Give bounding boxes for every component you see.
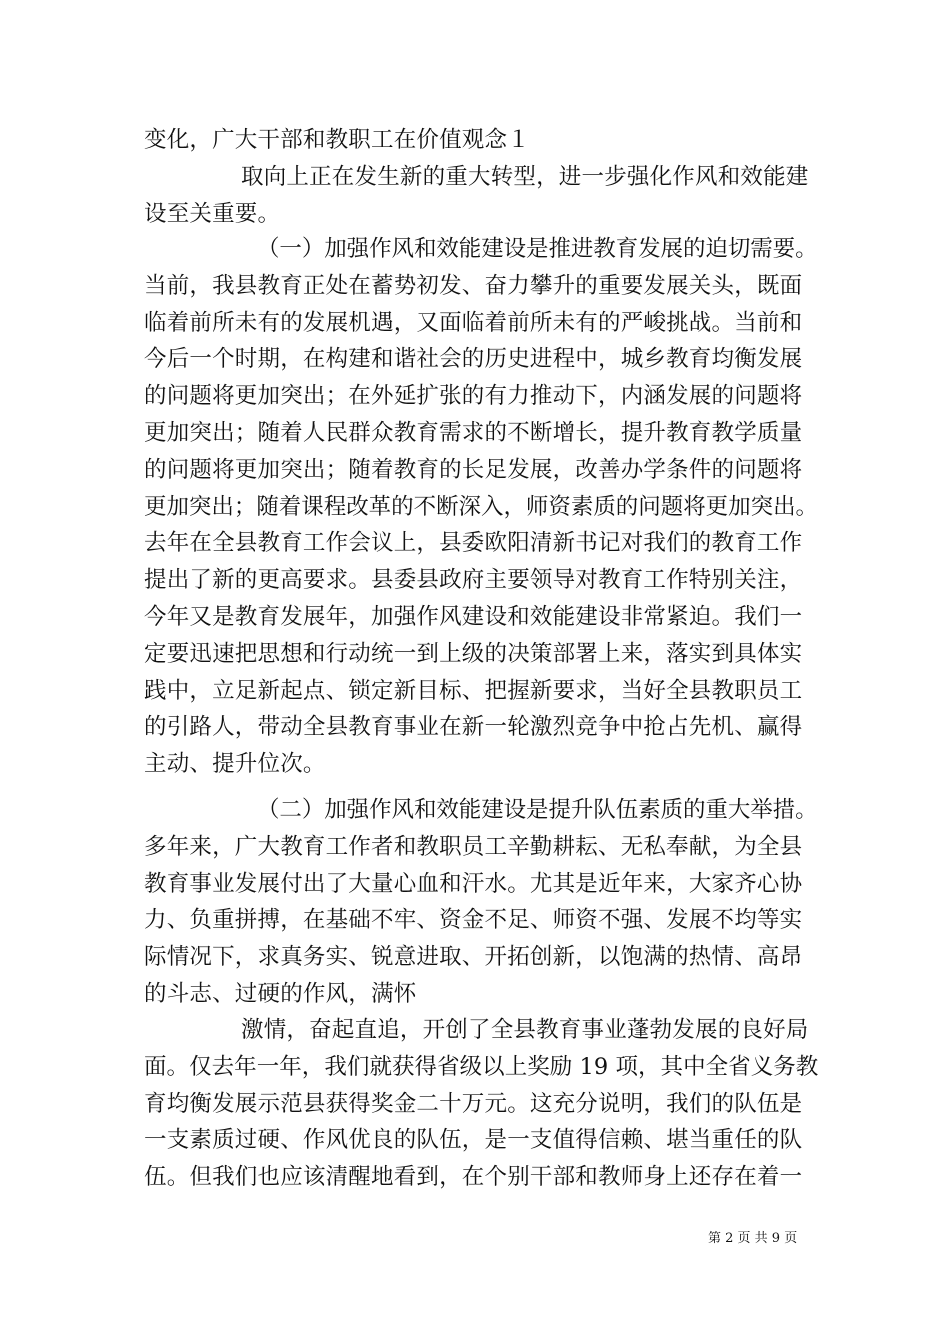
paragraph-line: 设至关重要。 xyxy=(144,200,281,227)
paragraph-line: 今年又是教育发展年，加强作风建设和效能建设非常紧迫。我们一 xyxy=(144,604,803,630)
paragraph-line: 际情况下，求真务实、锐意进取、开拓创新，以饱满的热情、高昂 xyxy=(144,944,803,971)
paragraph-line: 的引路人，带动全县教育事业在新一轮激烈竞争中抢占先机、赢得 xyxy=(144,714,803,741)
paragraph-line: 一支素质过硬、作风优良的队伍，是一支值得信赖、堪当重任的队 xyxy=(144,1127,803,1154)
paragraph-line: 的问题将更加突出；随着教育的长足发展，改善办学条件的问题将 xyxy=(144,456,803,483)
paragraph-line: 面。仅去年一年，我们就获得省级以上奖励 19 项，其中全省义务教 xyxy=(144,1053,819,1080)
paragraph-line: 育均衡发展示范县获得奖金二十万元。这充分说明，我们的队伍是 xyxy=(144,1090,803,1117)
paragraph-line: 力、负重拼搏，在基础不牢、资金不足、师资不强、发展不均等实 xyxy=(144,907,803,934)
paragraph-line: 定要迅速把思想和行动统一到上级的决策部署上来，落实到具体实 xyxy=(144,640,803,667)
page-number-footer: 第 2 页 共 9 页 xyxy=(708,1231,798,1246)
paragraph-line: 激情，奋起直追，开创了全县教育事业蓬勃发展的良好局 xyxy=(241,1017,809,1043)
paragraph-line: 去年在全县教育工作会议上，县委欧阳清新书记对我们的教育工作 xyxy=(144,530,803,557)
paragraph-line: 变化，广大干部和教职工在价值观念１ xyxy=(144,127,530,153)
paragraph-line: 临着前所未有的发展机遇，又面临着前所未有的严峻挑战。当前和 xyxy=(144,309,803,336)
paragraph-line: 主动、提升位次。 xyxy=(144,751,326,778)
paragraph-line: 更加突出；随着课程改革的不断深入，师资素质的问题将更加突出。 xyxy=(144,493,819,520)
paragraph-line: （二）加强作风和效能建设是提升队伍素质的重大举措。 xyxy=(257,797,818,823)
paragraph-line: 伍。但我们也应该清醒地看到，在个别干部和教师身上还存在着一 xyxy=(144,1164,803,1191)
paragraph-line: 教育事业发展付出了大量心血和汗水。尤其是近年来，大家齐心协 xyxy=(144,870,803,897)
paragraph-line: 当前，我县教育正处在蓄势初发、奋力攀升的重要发展关头，既面 xyxy=(144,272,803,299)
paragraph-line: 的问题将更加突出；在外延扩张的有力推动下，内涵发展的问题将 xyxy=(144,383,803,410)
paragraph-line: 践中，立足新起点、锁定新目标、把握新要求，当好全县教职员工 xyxy=(144,677,803,704)
paragraph-line: 更加突出；随着人民群众教育需求的不断增长，提升教育教学质量 xyxy=(144,420,803,446)
paragraph-line: 提出了新的更高要求。县委县政府主要领导对教育工作特别关注， xyxy=(144,567,803,594)
paragraph-line: 的斗志、过硬的作风，满怀 xyxy=(144,981,417,1007)
paragraph-line: 今后一个时期，在构建和谐社会的历史进程中，城乡教育均衡发展 xyxy=(144,346,803,373)
paragraph-line: （一）加强作风和效能建设是推进教育发展的迫切需要。 xyxy=(257,236,818,262)
paragraph-line: 多年来，广大教育工作者和教职员工辛勤耕耘、无私奉献，为全县 xyxy=(144,833,803,860)
paragraph-line: 取向上正在发生新的重大转型，进一步强化作风和效能建 xyxy=(241,163,809,190)
